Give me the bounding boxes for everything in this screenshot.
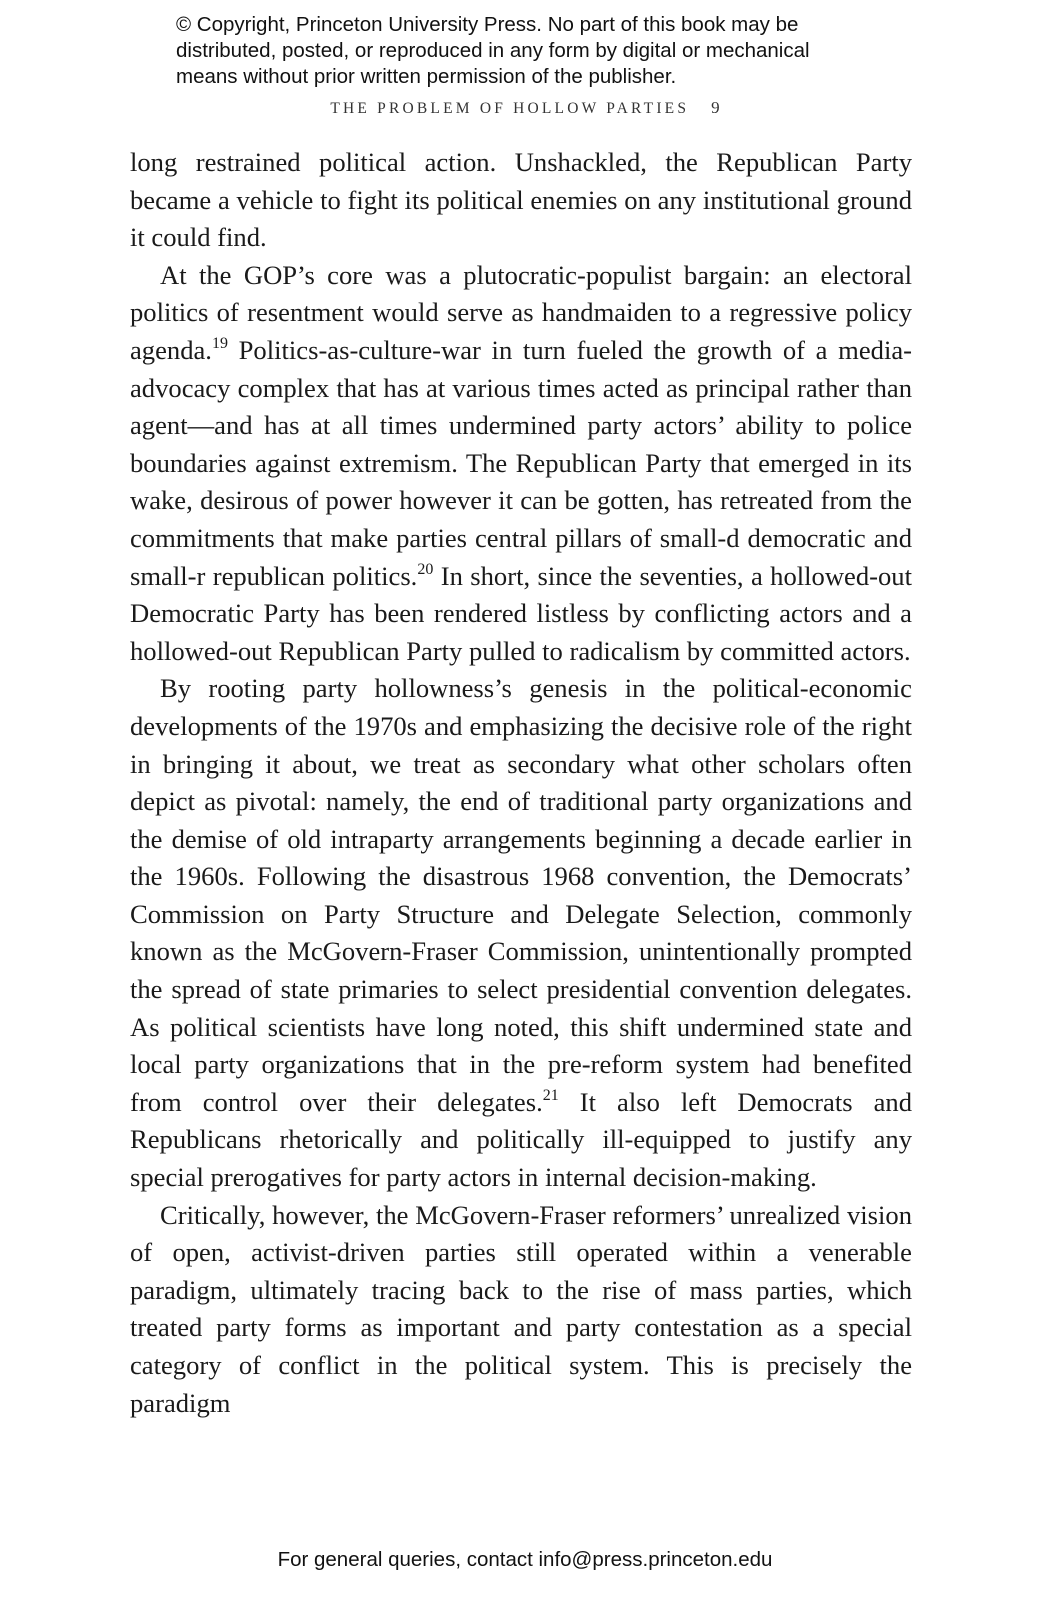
running-head-title: THE PROBLEM OF HOLLOW PARTIES [330,100,690,117]
footnote-ref-19: 19 [211,334,228,352]
copyright-notice [176,12,896,90]
paragraph-2 [130,257,912,671]
paragraph-2-part-a: At the GOP’s core was a plutocratic-populist bargain: an electoral politics of resentment would serve as handmaiden to a regressive policy agenda. [130,259,912,365]
page-number: 9 [711,98,720,117]
paragraph-1: long restrained political action. Unshackled, the Republican Party became a vehicle to fight its political enemies on any institutional ground it could find. [130,147,912,253]
running-head [0,98,1050,118]
paragraph-3-part-b: It also left Democrats and Republicans rhetorically and politically ill-equipped to justify any special prerogatives for party actors in internal decision-making. [130,1086,913,1193]
copyright-line-2: distributed, posted, or reproduced in any form by digital or mechanical [176,39,810,62]
paragraph-2-part-c: In short, since the seventies, a hollowed-out Democratic Party has been rendered listless by conflicting actors and a hollowed-out Republican Party pulled to radicalism by committed actors. [130,560,912,666]
footnote-ref-21: 21 [542,1086,559,1104]
body-text [130,144,912,1422]
paragraph-2-part-b: Politics-as-culture-war in turn fueled the growth of a media-advocacy complex that has at various times acted as principal rather than agent—and has at all times undermined party actors’ ability to police boundaries against extremism. The Republican Party that emerged in its wake, desirous of power however it can be gotten, has retreated from the commitments that make parties central pillars of small-d democratic and small-r republican politics. [130,334,912,591]
paragraph-4: Critically, however, the McGovern-Fraser reformers’ unrealized vision of open, activist-driven parties still operated within a venerable paradigm, ultimately tracing back to the rise of mass parties, which treated party forms as important and party contestation as a special category of conflict in the political system. This is precisely the paradigm [130,1199,912,1418]
footnote-ref-20: 20 [417,560,434,578]
paragraph-3-part-a: By rooting party hollowness’s genesis in the political-economic developments of the 1970s and emphasizing the decisive role of the right in bringing it about, we treat as secondary what other scholars often depict as pivotal: namely, the end of traditional party organizations and the demise of old intraparty arrangements beginning a decade earlier in the 1960s. Following the disastrous 1968 convention, the Democrats’ Commission on Party Structure and Delegate Selection, commonly known as the McGovern-Fraser Commission, unintentionally prompted the spread of state primaries to select presidential convention delegates. As political scientists have long noted, this shift undermined state and local party organizations that in the pre-reform system had benefited from control over their delegates. [130,673,912,1117]
copyright-line-1: © Copyright, Princeton University Press. No part of this book may be [176,13,799,36]
copyright-line-3: means without prior written permission of the publisher. [176,65,677,88]
paragraph-3 [130,670,912,1196]
footer-contact: For general queries, contact info@press.princeton.edu [277,1548,773,1571]
